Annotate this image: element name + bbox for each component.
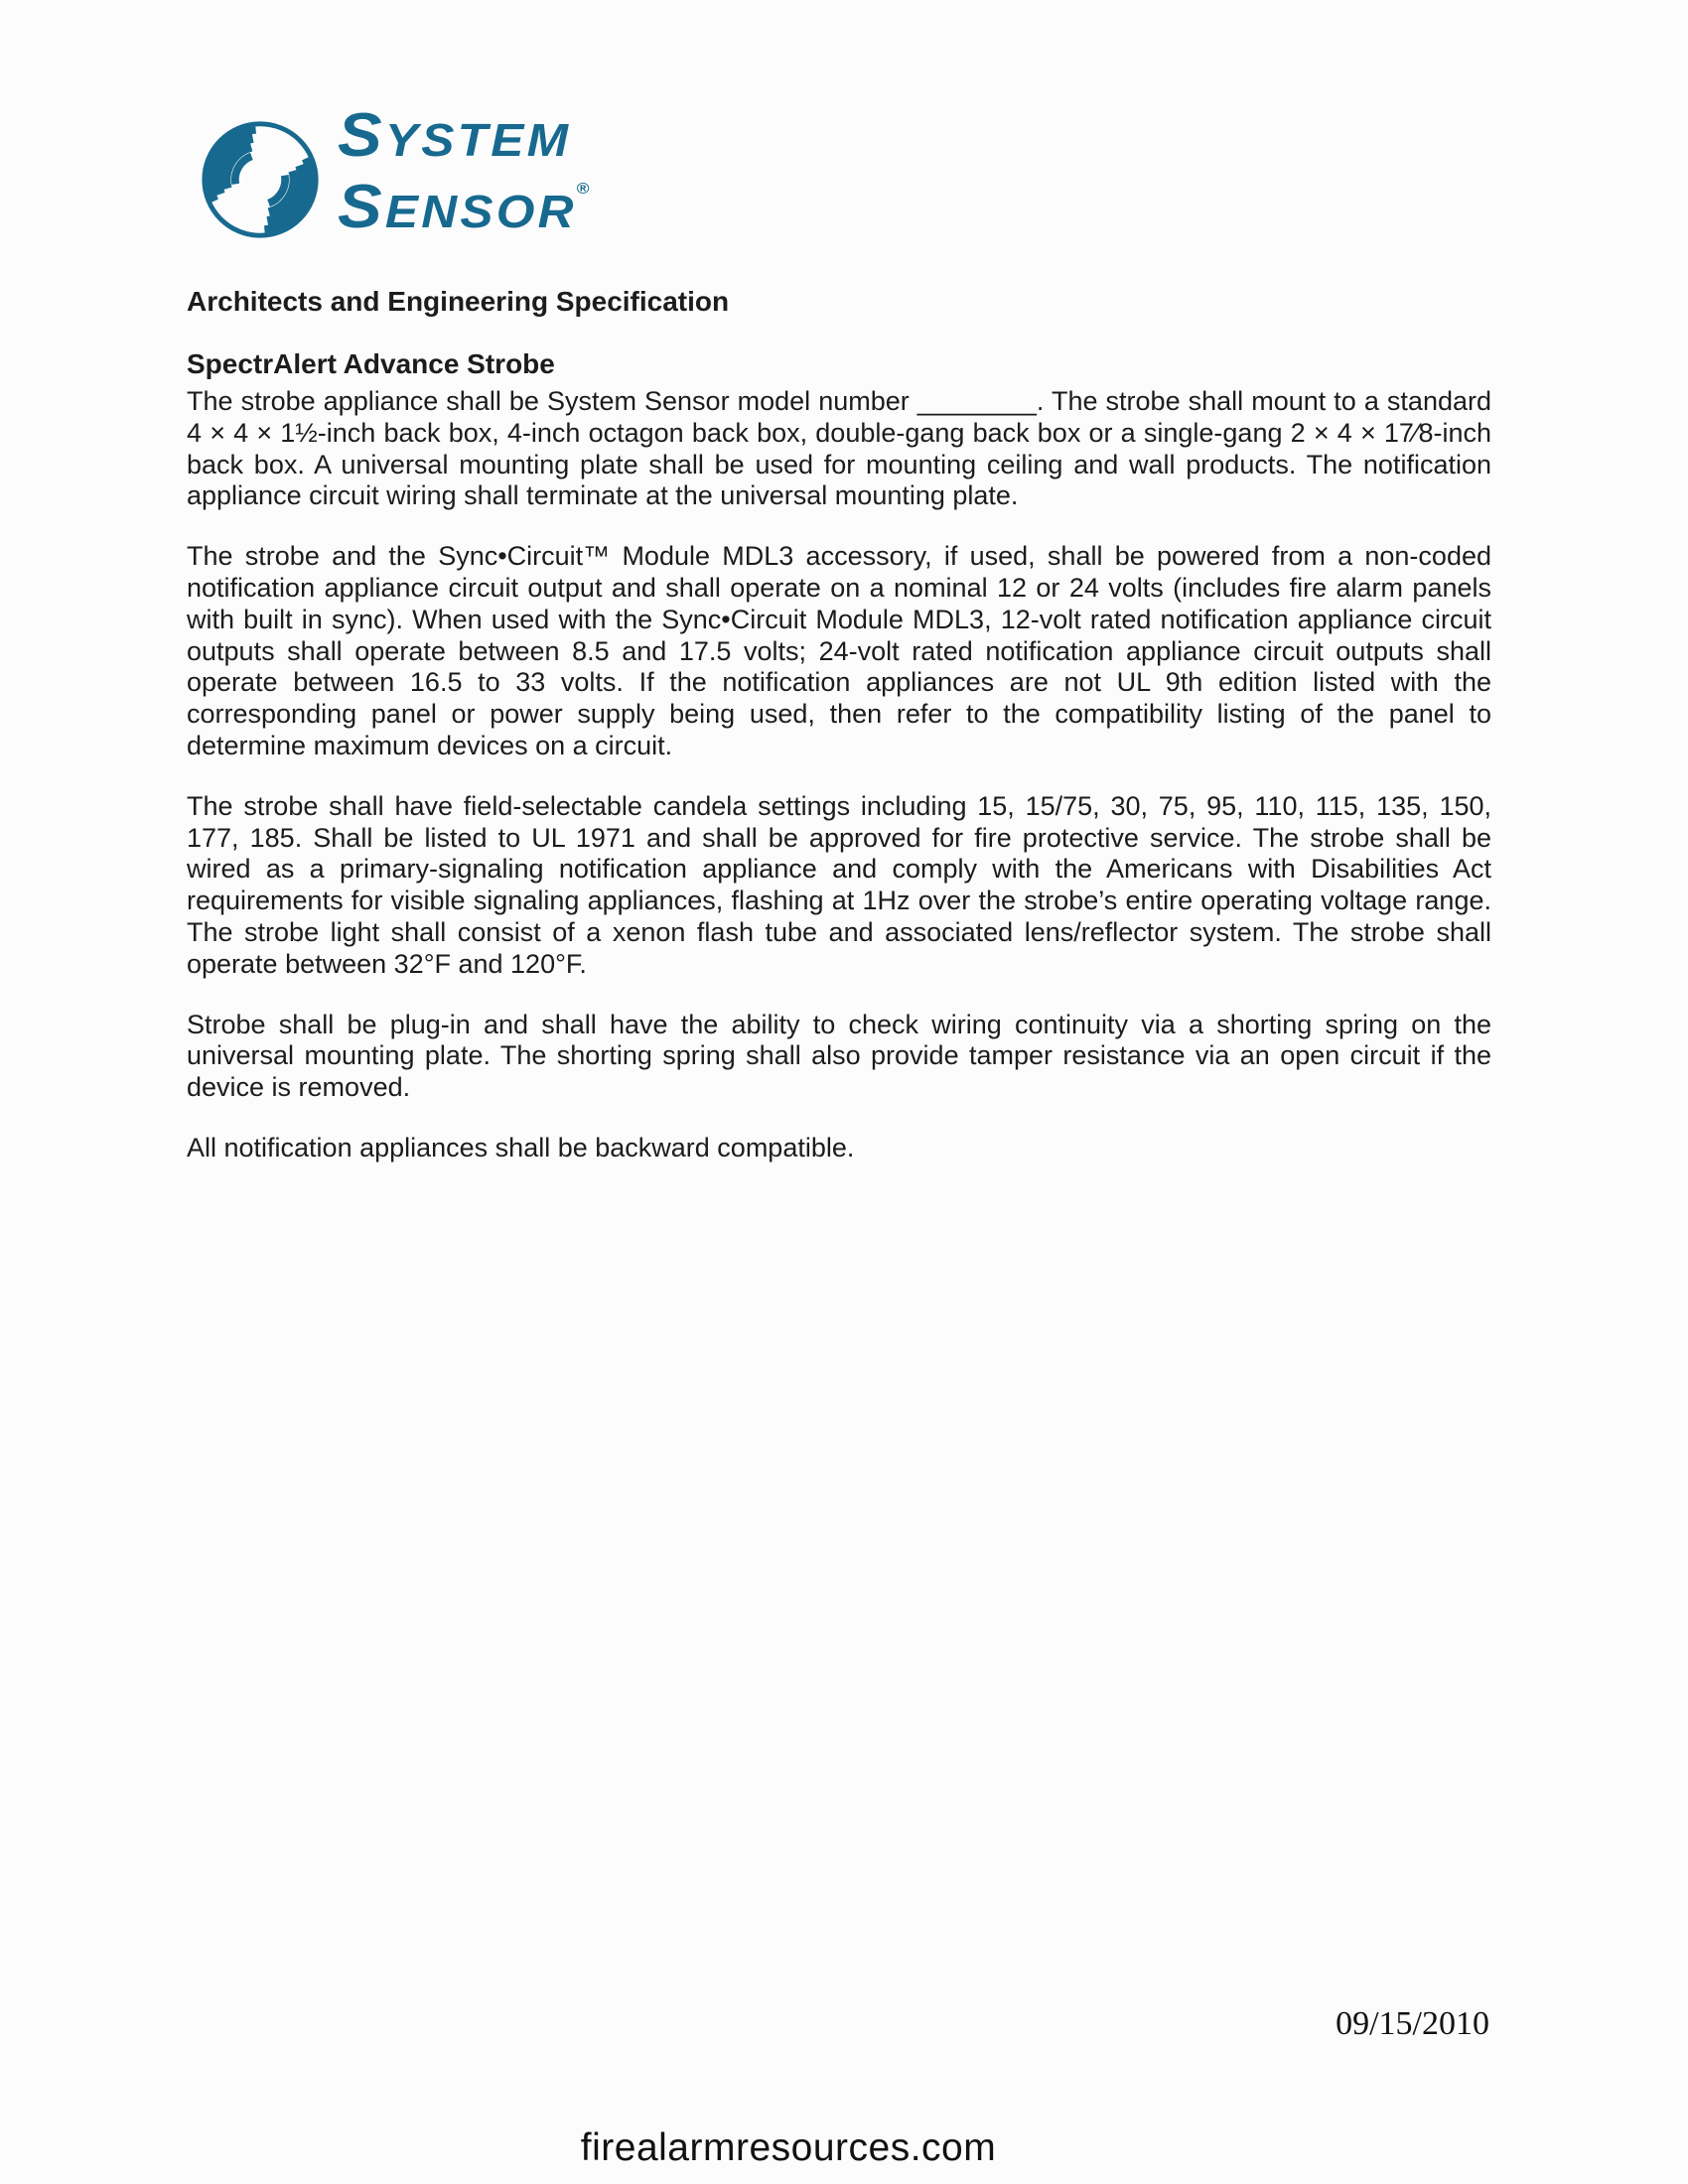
logo-word-system: SYSTEM — [338, 101, 572, 170]
logo-wordmark — [338, 101, 590, 248]
specification-body — [187, 286, 1491, 1164]
paragraph-candela-listing: The strobe shall have field-selectable candela settings including 15, 15/75, 30, 75, 95, 110, 115, 135, 150, 177, 185. Shall be listed to UL 1971 and shall be approved for fire protective service. The strobe shall be wired as a primary-signaling notification appliance and comply with the Americans with Disabilities Act requirements for visible signaling appliances, flashing at 1Hz over the strobe’s entire operating voltage range. The strobe light shall consist of a xenon flash tube and associated lens/reflector system. The strobe shall operate between 32°F and 120°F. — [187, 790, 1491, 979]
paragraph-power-sync: The strobe and the Sync•Circuit™ Module MDL3 accessory, if used, shall be powered from a non-coded notification appliance circuit output and shall operate on a nominal 12 or 24 volts (includes fire alarm panels with built in sync). When used with the Sync•Circuit Module MDL3, 12-volt rated notification appliance circuit outputs shall operate between 8.5 and 17.5 volts; 24-volt rated notification appliance circuit outputs shall operate between 16.5 to 33 volts. If the notification appliances are not UL 9th edition listed with the corresponding panel or power supply being used, then refer to the compatibility listing of the panel to determine maximum devices on a circuit. — [187, 541, 1491, 760]
logo-word-sensor: SENSOR — [338, 173, 577, 241]
page-title: Architects and Engineering Specification — [187, 286, 730, 317]
paragraph-backward-compat: All notification appliances shall be backward compatible. — [187, 1132, 855, 1162]
footer-site-text: firealarmresources.com — [580, 2126, 997, 2169]
registered-trademark-symbol: ® — [576, 181, 590, 198]
revision-date: 09/15/2010 — [1336, 2005, 1489, 2042]
globe-swoosh-icon — [199, 118, 322, 241]
paragraph-model-mounting: The strobe appliance shall be System Sensor model number ________. The strobe shall mount to a standard 4 × 4 × 1½-inch back box, 4-inch octagon back box, double-gang back box or a single-gang 2 × 4 × 17⁄8-inch back box. A universal mounting plate shall be used for mounting ceiling and wall products. The notification appliance circuit wiring shall terminate at the universal mounting plate. — [187, 386, 1491, 511]
section-title: SpectrAlert Advance Strobe — [187, 348, 555, 379]
paragraph-plugin-continuity: Strobe shall be plug-in and shall have the ability to check wiring continuity via a shorting spring on the universal mounting plate. The shorting spring shall also provide tamper resistance via an open circuit if the device is removed. — [187, 1009, 1491, 1103]
system-sensor-logo — [199, 101, 590, 248]
